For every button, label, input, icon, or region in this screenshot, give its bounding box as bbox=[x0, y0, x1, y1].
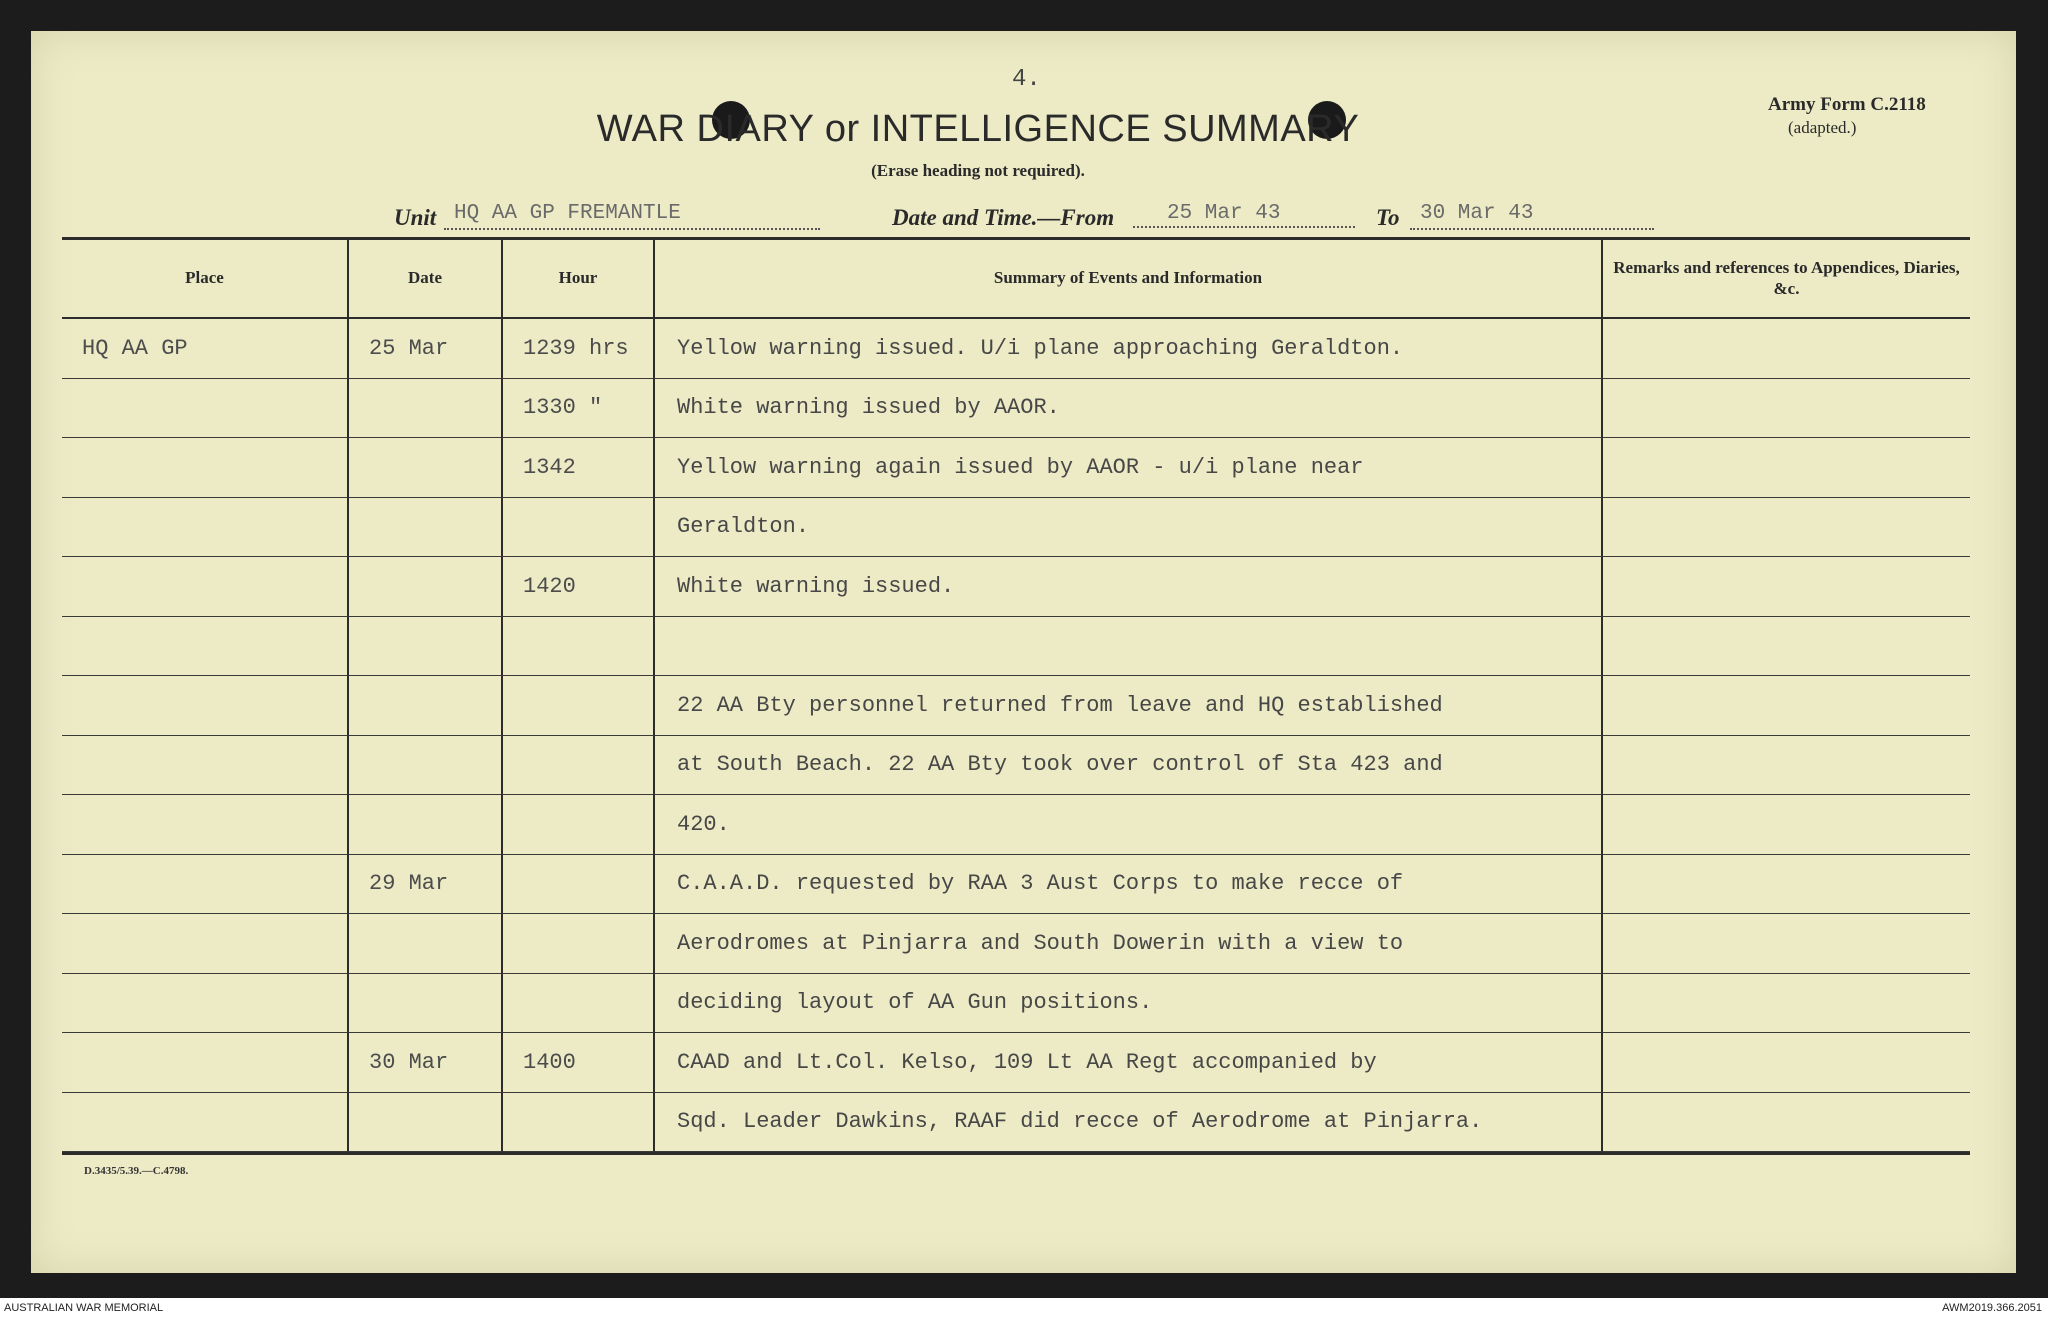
summary-cell bbox=[655, 617, 1603, 677]
print-code: D.3435/5.39.—C.4798. bbox=[84, 1165, 189, 1177]
place-cell bbox=[62, 676, 349, 736]
hour-cell bbox=[503, 974, 655, 1034]
date-cell: 29 Mar bbox=[349, 855, 503, 915]
remarks-cell bbox=[1603, 1093, 1970, 1153]
place-cell bbox=[62, 1033, 349, 1093]
remarks-cell bbox=[1603, 1033, 1970, 1093]
place-cell bbox=[62, 557, 349, 617]
date-cell bbox=[349, 736, 503, 796]
remarks-cell bbox=[1603, 498, 1970, 558]
hour-cell bbox=[503, 855, 655, 915]
date-cell bbox=[349, 557, 503, 617]
summary-cell: Yellow warning issued. U/i plane approaching Geraldton. bbox=[655, 319, 1603, 379]
remarks-cell bbox=[1603, 736, 1970, 796]
summary-cell: Yellow warning again issued by AAOR - u/i plane near bbox=[655, 438, 1603, 498]
hour-cell: 1330 " bbox=[503, 379, 655, 439]
unit-value: HQ AA GP FREMANTLE bbox=[444, 202, 820, 230]
remarks-cell bbox=[1603, 676, 1970, 736]
summary-cell: Aerodromes at Pinjarra and South Dowerin with a view to bbox=[655, 914, 1603, 974]
remarks-cell bbox=[1603, 319, 1970, 379]
unit-label: Unit bbox=[394, 205, 437, 230]
date-cell: 25 Mar bbox=[349, 319, 503, 379]
place-cell bbox=[62, 914, 349, 974]
summary-cell: Sqd. Leader Dawkins, RAAF did recce of Aerodrome at Pinjarra. bbox=[655, 1093, 1603, 1153]
hour-cell bbox=[503, 676, 655, 736]
date-cell bbox=[349, 438, 503, 498]
archive-strip bbox=[0, 1298, 2048, 1317]
remarks-cell bbox=[1603, 557, 1970, 617]
remarks-cell bbox=[1603, 855, 1970, 915]
column-header-remarks: Remarks and references to Appendices, Diaries, &c. bbox=[1603, 240, 1970, 319]
summary-cell: White warning issued by AAOR. bbox=[655, 379, 1603, 439]
summary-cell: 22 AA Bty personnel returned from leave and HQ established bbox=[655, 676, 1603, 736]
hour-cell: 1400 bbox=[503, 1033, 655, 1093]
hour-cell bbox=[503, 617, 655, 677]
hour-cell bbox=[503, 914, 655, 974]
date-cell bbox=[349, 914, 503, 974]
page-title: WAR DIARY or INTELLIGENCE SUMMARY bbox=[596, 108, 1360, 150]
place-cell bbox=[62, 1093, 349, 1153]
date-from: 25 Mar 43 bbox=[1133, 202, 1355, 228]
date-cell bbox=[349, 617, 503, 677]
diary-table bbox=[62, 237, 1970, 1155]
remarks-cell bbox=[1603, 379, 1970, 439]
hour-cell: 1239 hrs bbox=[503, 319, 655, 379]
place-cell bbox=[62, 795, 349, 855]
remarks-cell bbox=[1603, 617, 1970, 677]
place-cell: HQ AA GP bbox=[62, 319, 349, 379]
archive-reference: AWM2019.366.2051 bbox=[1942, 1302, 2042, 1314]
place-cell bbox=[62, 736, 349, 796]
remarks-cell bbox=[1603, 438, 1970, 498]
form-note: (adapted.) bbox=[1788, 118, 1857, 137]
page-number: 4. bbox=[1012, 66, 1041, 93]
date-cell bbox=[349, 974, 503, 1034]
date-cell bbox=[349, 1093, 503, 1153]
hour-cell bbox=[503, 498, 655, 558]
summary-cell: 420. bbox=[655, 795, 1603, 855]
summary-cell: White warning issued. bbox=[655, 557, 1603, 617]
date-cell bbox=[349, 795, 503, 855]
date-cell: 30 Mar bbox=[349, 1033, 503, 1093]
archive-credit: AUSTRALIAN WAR MEMORIAL bbox=[4, 1302, 164, 1314]
summary-cell: at South Beach. 22 AA Bty took over control of Sta 423 and bbox=[655, 736, 1603, 796]
hour-cell bbox=[503, 795, 655, 855]
column-header-hour: Hour bbox=[503, 240, 655, 319]
form-id: Army Form C.2118 bbox=[1768, 94, 1926, 115]
remarks-cell bbox=[1603, 914, 1970, 974]
page-subtitle: (Erase heading not required). bbox=[871, 161, 1085, 180]
place-cell bbox=[62, 617, 349, 677]
to-label: To bbox=[1376, 205, 1400, 230]
date-cell bbox=[349, 379, 503, 439]
place-cell bbox=[62, 498, 349, 558]
column-header-summary: Summary of Events and Information bbox=[655, 240, 1603, 319]
hour-cell bbox=[503, 1093, 655, 1153]
date-label: Date and Time.—From bbox=[892, 205, 1115, 230]
summary-cell: CAAD and Lt.Col. Kelso, 109 Lt AA Regt accompanied by bbox=[655, 1033, 1603, 1093]
column-header-place: Place bbox=[62, 240, 349, 319]
remarks-cell bbox=[1603, 795, 1970, 855]
date-to: 30 Mar 43 bbox=[1410, 202, 1654, 230]
hour-cell bbox=[503, 736, 655, 796]
summary-cell: C.A.A.D. requested by RAA 3 Aust Corps to make recce of bbox=[655, 855, 1603, 915]
remarks-cell bbox=[1603, 974, 1970, 1034]
date-cell bbox=[349, 676, 503, 736]
summary-cell: deciding layout of AA Gun positions. bbox=[655, 974, 1603, 1034]
place-cell bbox=[62, 974, 349, 1034]
hour-cell: 1420 bbox=[503, 557, 655, 617]
hour-cell: 1342 bbox=[503, 438, 655, 498]
place-cell bbox=[62, 438, 349, 498]
date-cell bbox=[349, 498, 503, 558]
summary-cell: Geraldton. bbox=[655, 498, 1603, 558]
place-cell bbox=[62, 855, 349, 915]
column-header-date: Date bbox=[349, 240, 503, 319]
place-cell bbox=[62, 379, 349, 439]
